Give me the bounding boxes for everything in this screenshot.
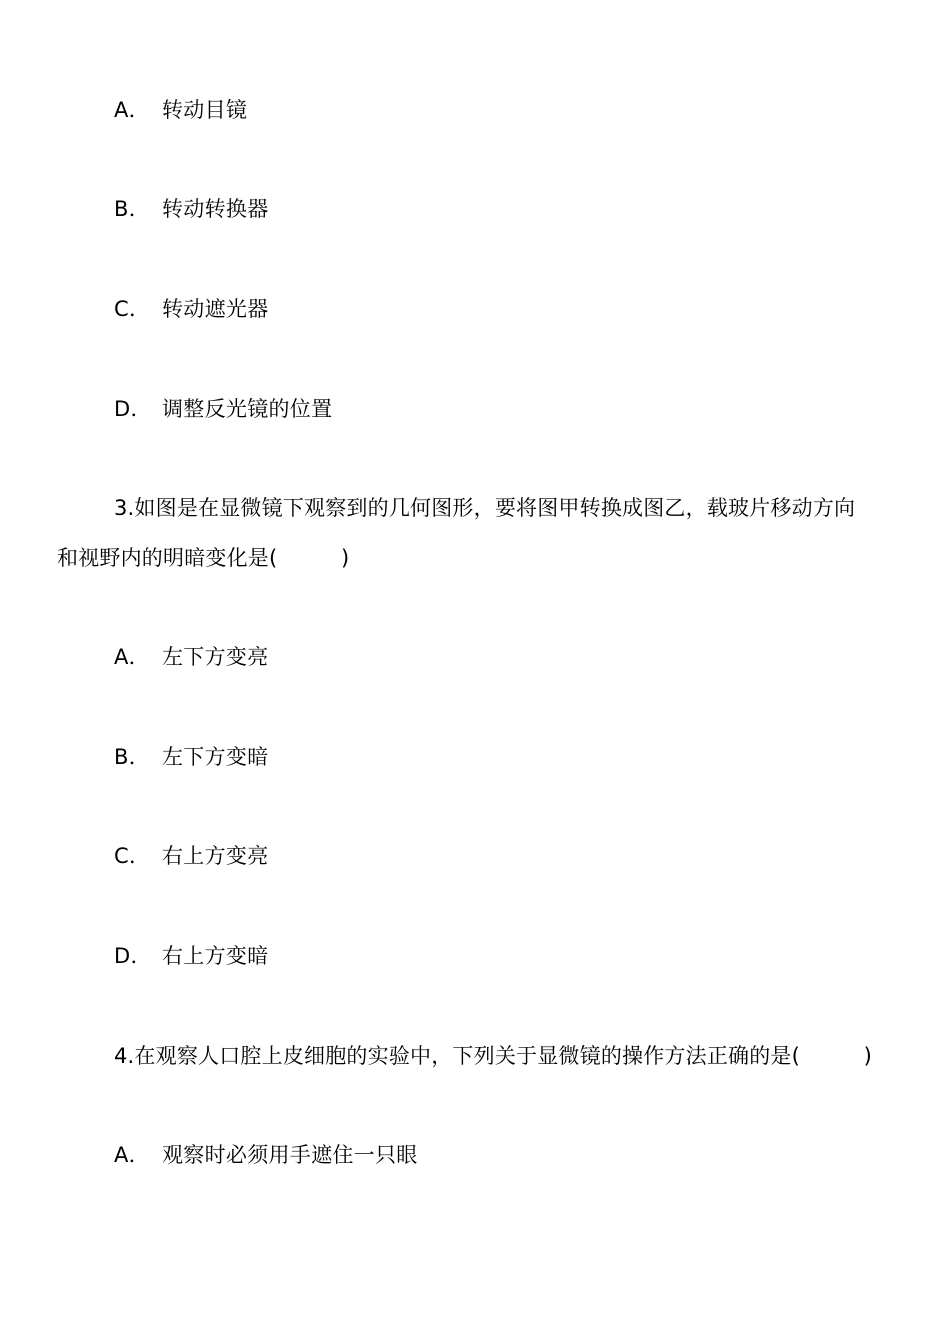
option-text: 左下方变暗: [162, 745, 269, 769]
option-text: 调整反光镜的位置: [162, 397, 333, 421]
option-text: 观察时必须用手遮住一只眼: [162, 1143, 418, 1167]
question-3-line-2: 和视野内的明暗变化是( ): [57, 546, 350, 570]
option-letter: A．: [114, 98, 150, 122]
option-d: [114, 394, 332, 424]
option-d: [114, 941, 269, 971]
option-c: [114, 294, 269, 324]
option-letter: D．: [114, 944, 152, 968]
option-a: [114, 1140, 418, 1170]
option-text: 左下方变亮: [162, 645, 269, 669]
option-a: [114, 642, 269, 672]
option-a: [114, 95, 247, 125]
option-letter: A．: [114, 645, 150, 669]
option-letter: B．: [114, 745, 151, 769]
option-letter: C．: [114, 297, 151, 321]
option-text: 转动遮光器: [162, 297, 269, 321]
option-letter: D．: [114, 397, 152, 421]
option-b: [114, 742, 269, 772]
question-4-line-1: 4.在观察人口腔上皮细胞的实验中，下列关于显微镜的操作方法正确的是( ): [114, 1044, 873, 1068]
option-text: 转动目镜: [162, 98, 248, 122]
question-3-line-1: 3.如图是在显微镜下观察到的几何图形，要将图甲转换成图乙，载玻片移动方向: [114, 496, 856, 520]
option-letter: B．: [114, 197, 151, 221]
option-letter: C．: [114, 844, 151, 868]
option-b: [114, 194, 269, 224]
option-letter: A．: [114, 1143, 150, 1167]
option-text: 转动转换器: [162, 197, 269, 221]
option-c: [114, 841, 269, 871]
option-text: 右上方变暗: [162, 944, 269, 968]
option-text: 右上方变亮: [162, 844, 269, 868]
